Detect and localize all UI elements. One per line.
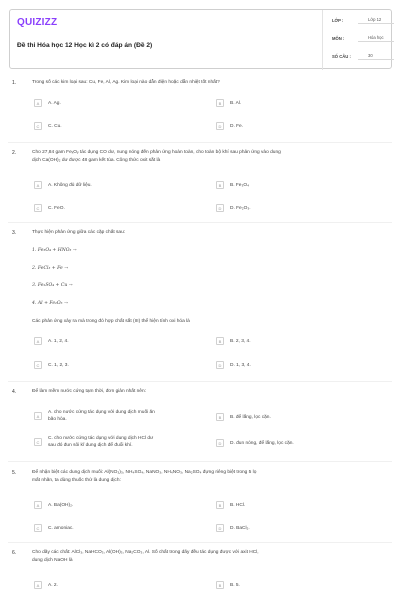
option-letter-badge: C	[34, 122, 42, 130]
option-letter-badge: D	[216, 122, 224, 130]
option-b[interactable]	[216, 337, 251, 345]
divider	[8, 542, 392, 543]
option-letter-badge: B	[216, 581, 224, 589]
option-a[interactable]	[34, 409, 155, 423]
option-letter-badge: A	[34, 99, 42, 107]
meta-class-label: LỚP :	[332, 18, 344, 23]
question-text-line-2: dung dịch NaOH là	[32, 558, 73, 563]
question-text-2: Các phản ứng xảy ra mà trong đó hợp chất sắt (III) thể hiện tính oxi hóa là	[32, 319, 190, 324]
option-d[interactable]	[216, 524, 250, 532]
option-letter-badge: C	[34, 524, 42, 532]
option-b[interactable]	[216, 581, 240, 589]
meta-class	[332, 18, 400, 27]
option-letter-badge: C	[34, 438, 42, 446]
option-text: D. BaCl₂.	[230, 525, 250, 531]
option-text: A. Ag.	[48, 100, 61, 106]
question-number: 3.	[12, 230, 17, 236]
quizizz-logo: QUIZIZZ	[17, 17, 58, 28]
question-text-line-2: mất nhãn, ta dùng thuốc thử là dung dịch:	[32, 478, 121, 483]
option-text: A. 1, 2, 4.	[48, 338, 69, 344]
option-a[interactable]	[34, 99, 61, 107]
option-text: B. HCl.	[230, 502, 246, 508]
question-number: 5.	[12, 470, 17, 476]
reaction-1: 1. Fe₃O₄ + HNO₃ →	[32, 248, 77, 253]
option-text-line-2: sau đó đun sôi kĩ dung dịch để đuổi khí.	[48, 443, 133, 448]
option-text: D. Fe.	[230, 123, 244, 129]
option-b[interactable]	[216, 181, 249, 189]
option-letter-badge: D	[216, 204, 224, 212]
option-letter-badge: D	[216, 361, 224, 369]
option-d[interactable]	[216, 361, 251, 369]
question-text: Thực hiện phản ứng giữa các cặp chất sau:	[32, 230, 126, 235]
option-a[interactable]	[34, 337, 69, 345]
worksheet-header	[9, 9, 392, 69]
option-text: C. Cu.	[48, 123, 62, 129]
divider	[8, 381, 392, 382]
option-d[interactable]	[216, 122, 243, 130]
meta-subject-label: MÔN :	[332, 36, 345, 41]
meta-subject	[332, 36, 400, 45]
option-letter-badge: B	[216, 337, 224, 345]
meta-count-value: 30	[358, 53, 394, 60]
question-number: 6.	[12, 550, 17, 556]
option-a[interactable]	[34, 501, 73, 509]
option-text: B. 5.	[230, 582, 240, 588]
option-letter-badge: B	[216, 181, 224, 189]
option-b[interactable]	[216, 99, 241, 107]
option-letter-badge: C	[34, 204, 42, 212]
option-text: C. 1, 2, 3.	[48, 362, 69, 368]
meta-class-value: Lớp 12	[358, 17, 394, 24]
option-text: B. Al.	[230, 100, 242, 106]
option-a[interactable]	[34, 581, 58, 589]
question-text-line-1: Để nhận biệt các dung dịch muối: Al(NO₃)₃, NH₄SO₄, NaNO₃, NH₄NO₃, Na₂SO₄ đựng riêng biệt trong 5 lọ	[32, 470, 257, 475]
question-number: 1.	[12, 80, 17, 86]
option-a[interactable]	[34, 181, 92, 189]
option-text: C. amoniac.	[48, 525, 74, 531]
option-letter-badge: D	[216, 439, 224, 447]
divider	[8, 461, 392, 462]
option-text-line-2: bão hòa.	[48, 417, 67, 422]
option-text: A. Ba(OH)₂.	[48, 502, 74, 508]
question-text-line-1: Cho dãy các chất: AlCl₃, NaHCO₃, Al(OH)₃, Na₂CO₃, Al. Số chất trong dãy đều tác dụng được với axit HCl,	[32, 550, 259, 555]
option-d[interactable]	[216, 439, 294, 447]
option-letter-badge: D	[216, 524, 224, 532]
reaction-4: 4. Al + Fe₂O₃ →	[32, 301, 68, 306]
option-text: B. 2, 3, 4.	[230, 338, 251, 344]
option-text: D. đun nóng, để lắng, lọc cặn.	[230, 440, 294, 446]
reaction-2: 2. FeCl₃ + Fe →	[32, 266, 69, 271]
question-number: 4.	[12, 389, 17, 395]
option-letter-badge: A	[34, 337, 42, 345]
option-text-line-1: C. cho nước cứng tác dụng với dung dịch HCl dư	[48, 436, 154, 441]
question-text-line-1: Cho 27,84 gam FeₓOᵧ tác dụng CO dư, nung nóng đến phản ứng hoàn toàn, cho toàn bộ khí sau phản ứng vào dung	[32, 150, 281, 155]
option-text	[48, 409, 155, 423]
option-letter-badge: B	[216, 413, 224, 421]
option-letter-badge: C	[34, 361, 42, 369]
question-text-line-2: dịch Ca(OH)₂ dư được 48 gam kết tủa. Công thức oxit sắt là	[32, 158, 161, 163]
option-c[interactable]	[34, 204, 65, 212]
meta-subject-value: Hóa học	[358, 35, 394, 42]
meta-panel	[322, 10, 384, 70]
divider	[8, 142, 392, 143]
option-c[interactable]	[34, 122, 62, 130]
option-letter-badge: A	[34, 181, 42, 189]
option-text: A. Không đủ dữ liệu.	[48, 182, 92, 188]
reaction-3: 3. Fe₂SO₄ + Cu →	[32, 283, 73, 288]
option-text	[48, 435, 153, 449]
option-c[interactable]	[34, 435, 153, 449]
option-c[interactable]	[34, 524, 74, 532]
question-number: 2.	[12, 150, 17, 156]
option-text: B. để lắng, lọc cặn.	[230, 414, 271, 420]
option-letter-badge: A	[34, 501, 42, 509]
option-text: D. 1, 3, 4.	[230, 362, 251, 368]
option-text: B. Fe₃O₄	[230, 182, 250, 188]
option-b[interactable]	[216, 501, 245, 509]
option-letter-badge: A	[34, 412, 42, 420]
option-d[interactable]	[216, 204, 251, 212]
worksheet-title: Đề thi Hóa học 12 Học kì 2 có đáp án (Đề 2)	[17, 42, 153, 49]
option-text: D. Fe₂O₃.	[230, 205, 251, 211]
option-letter-badge: B	[216, 99, 224, 107]
option-text-line-1: A. cho nước cứng tác dụng với dung dịch muối ăn	[48, 410, 155, 415]
option-letter-badge: A	[34, 581, 42, 589]
option-text: A. 2.	[48, 582, 58, 588]
question-text: Trong số các kim loại sau: Cu, Fe, Al, Ag. Kim loại nào dẫn điện hoặc dẫn nhiệt tốt nhất?	[32, 80, 220, 85]
option-text: C. FeO.	[48, 205, 65, 211]
meta-count	[332, 54, 400, 63]
question-text: Để làm mềm nước cứng tạm thời, đơn giản nhất nên:	[32, 389, 146, 394]
meta-count-label: SỐ CÂU :	[332, 54, 351, 59]
divider	[8, 222, 392, 223]
option-c[interactable]	[34, 361, 69, 369]
option-letter-badge: B	[216, 501, 224, 509]
option-b[interactable]	[216, 413, 271, 421]
